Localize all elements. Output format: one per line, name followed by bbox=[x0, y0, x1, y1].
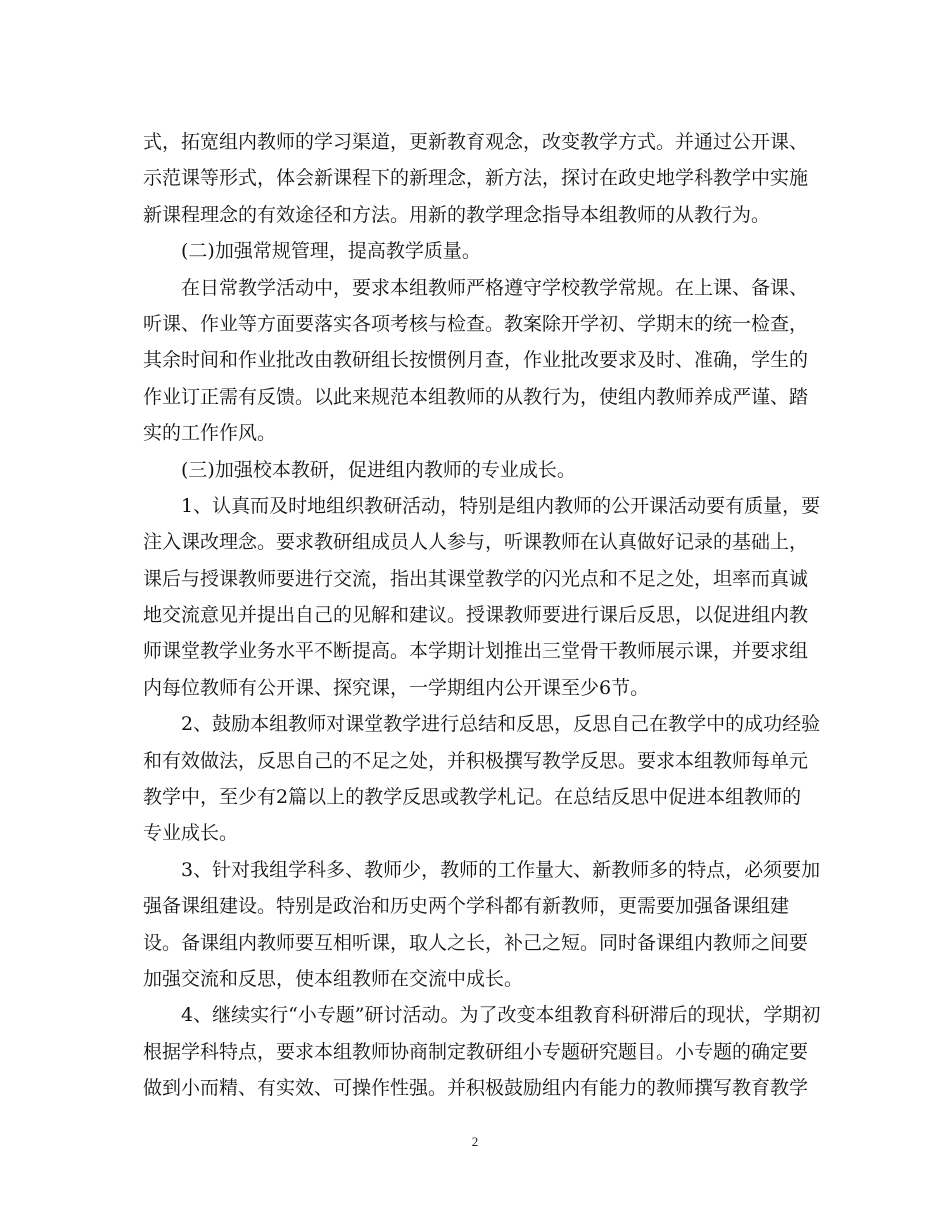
text-line: (三)加强校本教研，促进组内教师的专业成长。 bbox=[181, 458, 576, 481]
text-line: 4、继续实行“小专题”研讨活动。为了改变本组教育科研滞后的现状，学期初 bbox=[181, 1004, 821, 1027]
text-line: 新课程理念的有效途径和方法。用新的教学理念指导本组教师的从教行为。 bbox=[143, 203, 771, 226]
text-line: 设。备课组内教师要互相听课，取人之长，补己之短。同时备课组内教师之间要 bbox=[143, 931, 809, 954]
text-line: 做到小而精、有实效、可操作性强。并积极鼓励组内有能力的教师撰写教育教学 bbox=[143, 1077, 809, 1100]
text-line: 式，拓宽组内教师的学习渠道，更新教育观念，改变教学方式。并通过公开课、 bbox=[143, 131, 809, 153]
text-line: 3、针对我组学科多、教师少，教师的工作量大、新教师多的特点，必须要加 bbox=[181, 858, 821, 881]
text-line: 2、鼓励本组教师对课堂教学进行总结和反思，反思自己在教学中的成功经验 bbox=[181, 713, 821, 736]
text-line: (二)加强常规管理，提高教学质量。 bbox=[181, 240, 481, 263]
text-line: 强备课组建设。特别是政治和历史两个学科都有新教师，更需要加强备课组建 bbox=[143, 895, 790, 918]
page-number: 2 bbox=[471, 1134, 479, 1149]
text-line: 师课堂教学业务水平不断提高。本学期计划推出三堂骨干教师展示课，并要求组 bbox=[143, 640, 809, 663]
text-line: 和有效做法，反思自己的不足之处，并积极撰写教学反思。要求本组教师每单元 bbox=[143, 749, 809, 772]
text-line: 内每位教师有公开课、探究课，一学期组内公开课至少6节。 bbox=[143, 676, 650, 699]
document-body bbox=[143, 124, 821, 1107]
text-line: 实的工作作风。 bbox=[143, 422, 277, 445]
text-line: 地交流意见并提出自己的见解和建议。授课教师要进行课后反思，以促进组内教 bbox=[143, 604, 809, 627]
text-line: 加强交流和反思，使本组教师在交流中成长。 bbox=[143, 967, 524, 990]
text-line: 作业订正需有反馈。以此来规范本组教师的从教行为，使组内教师养成严谨、踏 bbox=[143, 385, 809, 408]
text-line: 课后与授课教师要进行交流，指出其课堂教学的闪光点和不足之处，坦率而真诚 bbox=[143, 567, 809, 590]
text-line: 其余时间和作业批改由教研组长按惯例月查，作业批改要求及时、准确，学生的 bbox=[143, 349, 809, 372]
text-line: 在日常教学活动中，要求本组教师严格遵守学校教学常规。在上课、备课、 bbox=[181, 276, 809, 299]
text-line: 专业成长。 bbox=[143, 822, 239, 845]
text-line: 注入课改理念。要求教研组成员人人参与，听课教师在认真做好记录的基础上， bbox=[143, 531, 809, 554]
text-line: 1、认真而及时地组织教研活动，特别是组内教师的公开课活动要有质量，要 bbox=[181, 494, 821, 517]
text-line: 听课、作业等方面要落实各项考核与检查。教案除开学初、学期末的统一检查， bbox=[143, 312, 809, 335]
text-line: 教学中，至少有2篇以上的教学反思或教学札记。在总结反思中促进本组教师的 bbox=[143, 786, 802, 809]
text-line: 根据学科特点，要求本组教师协商制定教研组小专题研究题目。小专题的确定要 bbox=[143, 1040, 809, 1063]
text-line: 示范课等形式，体会新课程下的新理念，新方法，探讨在政史地学科教学中实施 bbox=[143, 167, 809, 190]
